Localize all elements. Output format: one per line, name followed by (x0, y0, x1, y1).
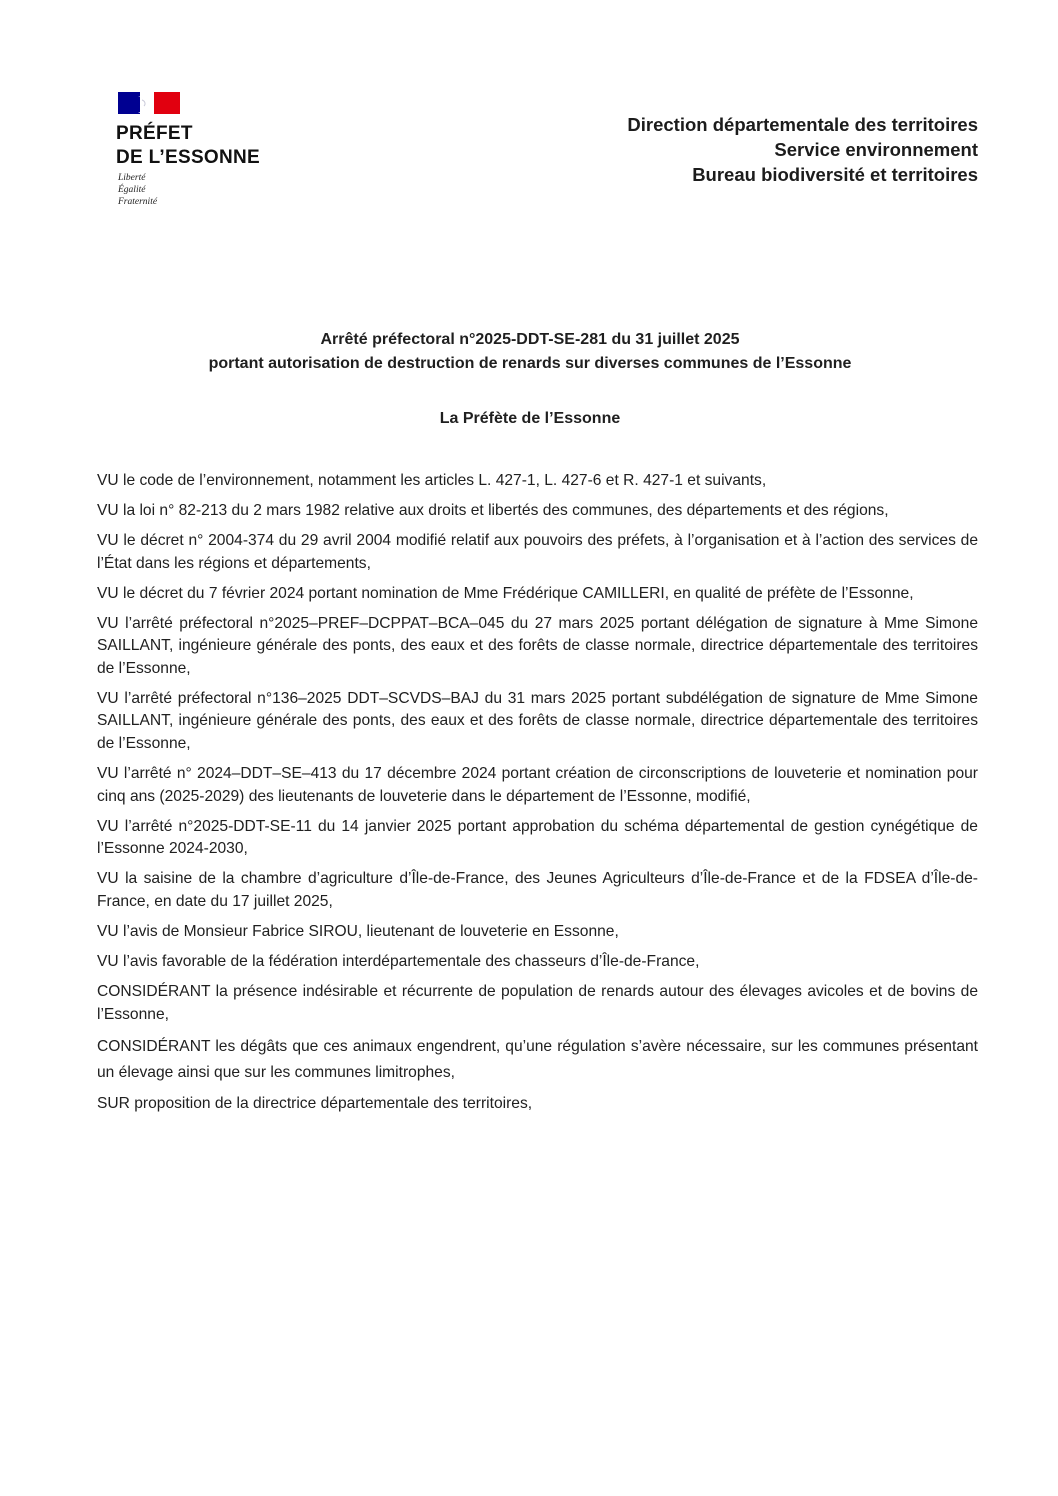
service-bureau: Bureau biodiversité et territoires (692, 164, 978, 185)
republic-motto (118, 172, 157, 208)
consideration-paragraph: SUR proposition de la directrice départementale des territoires, (97, 1095, 533, 1113)
consideration-paragraph: VU la saisine de la chambre d’agriculture d’Île-de-France, des Jeunes Agriculteurs d’Île-de-France et de la FDSEA d’Île-de-France, en date du 17 juillet 2025, (97, 870, 978, 910)
consideration-paragraph: VU l’arrêté préfectoral n°2025–PREF–DCPPAT–BCA–045 du 27 mars 2025 portant délégation de signature à Mme Simone SAILLANT, ingénieure générale des ponts, des eaux et des forêts de classe normale, directrice départementale des territoires de l’Essonne, (97, 614, 978, 677)
consideration-paragraph: VU l’arrêté n°2025-DDT-SE-11 du 14 janvier 2025 portant approbation du schéma départemental de gestion cynégétique de l’Essonne 2024-2030, (97, 817, 978, 858)
decree-title-line1: Arrêté préfectoral n°2025-DDT-SE-281 du 31 juillet 2025 (320, 331, 740, 348)
service-environnement: Service environnement (774, 139, 978, 160)
consideration-paragraph: VU l’avis de Monsieur Fabrice SIROU, lieutenant de louveterie en Essonne, (97, 922, 619, 940)
issuing-service (627, 112, 978, 187)
consideration-paragraph: VU l’avis favorable de la fédération interdépartementale des chasseurs d’Île-de-France, (97, 952, 700, 970)
decree-title-line2: portant autorisation de destruction de renards sur diverses communes de l’Essonne (208, 355, 852, 372)
marianne-flag-icon (118, 92, 180, 114)
consideration-paragraph: CONSIDÉRANT la présence indésirable et récurrente de population de renards autour des élevages avicoles et de bovins de l’Essonne, (97, 983, 978, 1023)
logo-line-prefet: PRÉFET (116, 123, 193, 144)
motto-fraternite: Fraternité (118, 197, 158, 207)
decree-body (97, 470, 978, 1123)
consideration-paragraph: VU l’arrêté préfectoral n°136–2025 DDT–SCVDS–BAJ du 31 mars 2025 portant subdélégation de signature de Mme Simone SAILLANT, ingénieure générale des ponts, des eaux et des forêts de classe normale, directrice départementale des territoires de l’Essonne, (97, 689, 978, 752)
consideration-paragraph: VU le code de l’environnement, notamment les articles L. 427-1, L. 427-6 et R. 427-1 et suivants, (97, 472, 767, 489)
decree-issuer: La Préfète de l’Essonne (439, 410, 621, 427)
consideration-paragraph: VU la loi n° 82-213 du 2 mars 1982 relative aux droits et libertés des communes, des départements et des régions, (97, 502, 889, 520)
logo-line-essonne: DE L’ESSONNE (116, 147, 261, 168)
service-direction: Direction départementale des territoires (627, 114, 978, 135)
motto-egalite: Égalité (118, 185, 146, 195)
motto-liberte: Liberté (118, 173, 146, 183)
decree-title (80, 328, 980, 376)
consideration-paragraph: VU le décret n° 2004-374 du 29 avril 2004 modifié relatif aux pouvoirs des préfets, à l’organisation et à l’action des services de l’État dans les régions et départements, (97, 532, 978, 572)
logo-wordmark (116, 122, 260, 170)
consideration-paragraph: VU l’arrêté n° 2024–DDT–SE–413 du 17 décembre 2024 portant création de circonscriptions de louveterie et nomination pour cinq ans (2025-2029) des lieutenants de louveterie dans le département de l’Essonne, modifié, (97, 765, 978, 805)
consideration-paragraph: VU le décret du 7 février 2024 portant nomination de Mme Frédérique CAMILLERI, en qualité de préfète de l’Essonne, (97, 584, 914, 602)
consideration-paragraph: CONSIDÉRANT les dégâts que ces animaux engendrent, qu’une régulation s’avère nécessaire, sur les communes présentant un élevage ainsi que sur les communes limitrophes, (97, 1037, 978, 1081)
